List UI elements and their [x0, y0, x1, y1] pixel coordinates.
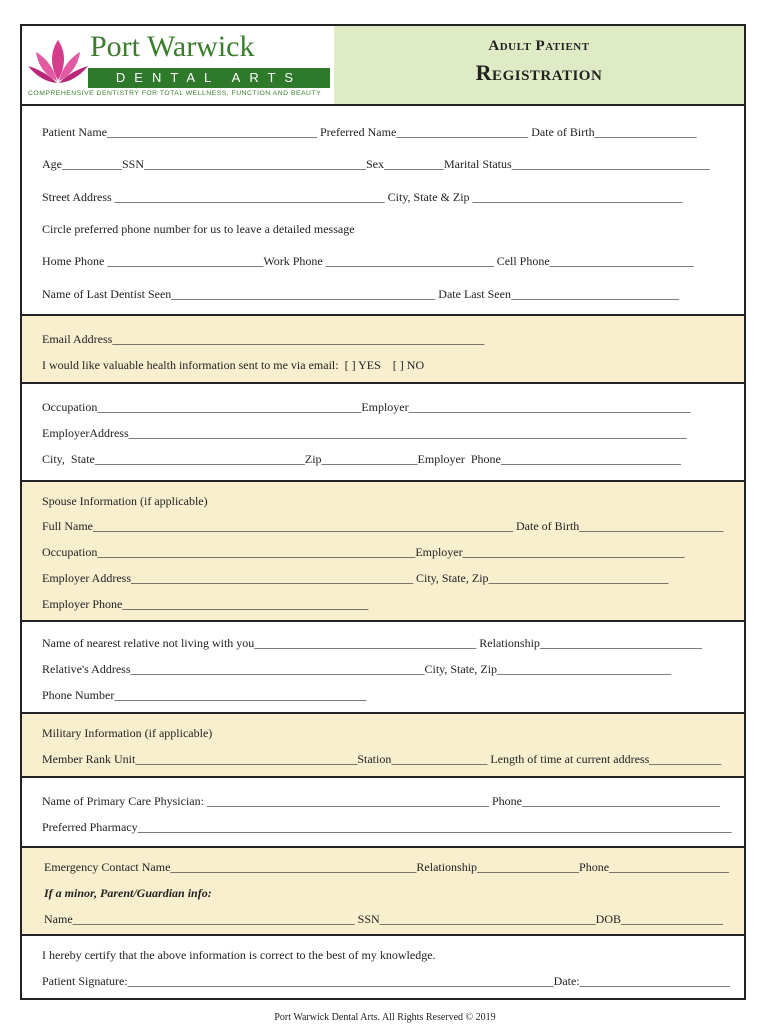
form-header [22, 26, 744, 106]
military-section [22, 712, 744, 776]
logo-tagline: COMPREHENSIVE DENTISTRY FOR TOTAL WELLNESS, FUNCTION AND BEAUTY [28, 90, 322, 97]
title-line-2: Registration [475, 60, 603, 85]
patient-name-line[interactable]: Patient Name___________________________________ Preferred Name______________________ Date of Birth_________________ [42, 125, 697, 139]
physician-section [22, 776, 744, 846]
logo-name: Port Warwick [90, 30, 255, 63]
lotus-icon [28, 36, 88, 88]
employer-address-line[interactable]: EmployerAddress_____________________________________________________________________________________________ [42, 426, 687, 440]
emergency-section [22, 846, 744, 934]
relative-address-line[interactable]: Relative's Address_________________________________________________City, State, Zip_____________________________ [42, 662, 672, 676]
emergency-contact-line[interactable]: Emergency Contact Name_________________________________________Relationship_________________Phone____________________ [44, 860, 730, 874]
occupation-line[interactable]: Occupation____________________________________________Employer_______________________________________________ [42, 400, 691, 414]
relative-section [22, 620, 744, 712]
occupation-section [22, 382, 744, 480]
pharmacy-line[interactable]: Preferred Pharmacy___________________________________________________________________________________________________ [42, 820, 732, 834]
spouse-heading: Spouse Information (if applicable) [42, 494, 208, 508]
relative-name-line[interactable]: Name of nearest relative not living with you_____________________________________ Relationship___________________________ [42, 636, 702, 650]
physician-line[interactable]: Name of Primary Care Physician: _______________________________________________ Phone_________________________________ [42, 794, 720, 808]
phones-line[interactable]: Home Phone __________________________Work Phone ____________________________ Cell Phone________________________ [42, 254, 694, 268]
logo-subtitle: DENTAL ARTS [88, 68, 330, 88]
street-address-line[interactable]: Street Address _____________________________________________ City, State & Zip ___________________________________ [42, 190, 683, 204]
military-rank-line[interactable]: Member Rank Unit_____________________________________Station________________ Length of time at current address____________ [42, 752, 722, 766]
certify-statement: I hereby certify that the above information is correct to the best of my knowledge. [42, 948, 436, 962]
footer-copyright: Port Warwick Dental Arts. All Rights Reserved © 2019 [274, 1012, 496, 1023]
relative-phone-line[interactable]: Phone Number__________________________________________ [42, 688, 367, 702]
email-section [22, 314, 744, 382]
spouse-occupation-line[interactable]: Occupation_____________________________________________________Employer_____________________________________ [42, 545, 685, 559]
title-box [334, 26, 744, 104]
registration-form [20, 24, 746, 1000]
email-line[interactable]: Email Address______________________________________________________________ [42, 332, 485, 346]
guardian-heading: If a minor, Parent/Guardian info: [44, 886, 212, 900]
spouse-employer-phone-line[interactable]: Employer Phone_________________________________________ [42, 597, 369, 611]
guardian-line[interactable]: Name_______________________________________________ SSN____________________________________DOB_________________ [44, 912, 724, 926]
logo [24, 28, 332, 102]
age-ssn-line[interactable]: Age__________SSN_____________________________________Sex__________Marital Status_________________________________ [42, 157, 710, 171]
last-dentist-line[interactable]: Name of Last Dentist Seen____________________________________________ Date Last Seen____________________________ [42, 287, 679, 301]
military-heading: Military Information (if applicable) [42, 726, 213, 740]
title-line-1: Adult Patient [488, 38, 590, 54]
certify-section [22, 934, 744, 998]
patient-section [22, 104, 744, 314]
spouse-employer-address-line[interactable]: Employer Address_______________________________________________ City, State, Zip______________________________ [42, 571, 669, 585]
phone-instruction: Circle preferred phone number for us to leave a detailed message [42, 222, 355, 236]
email-optin-line[interactable]: I would like valuable health information sent to me via email: [ ] YES [ ] NO [42, 358, 425, 372]
spouse-name-line[interactable]: Full Name______________________________________________________________________ Date of Birth________________________ [42, 519, 724, 533]
signature-line[interactable]: Patient Signature:_______________________________________________________________________Date:_________________________ [42, 974, 730, 988]
employer-city-line[interactable]: City, State___________________________________Zip________________Employer Phone______________________________ [42, 452, 681, 466]
spouse-section [22, 480, 744, 620]
